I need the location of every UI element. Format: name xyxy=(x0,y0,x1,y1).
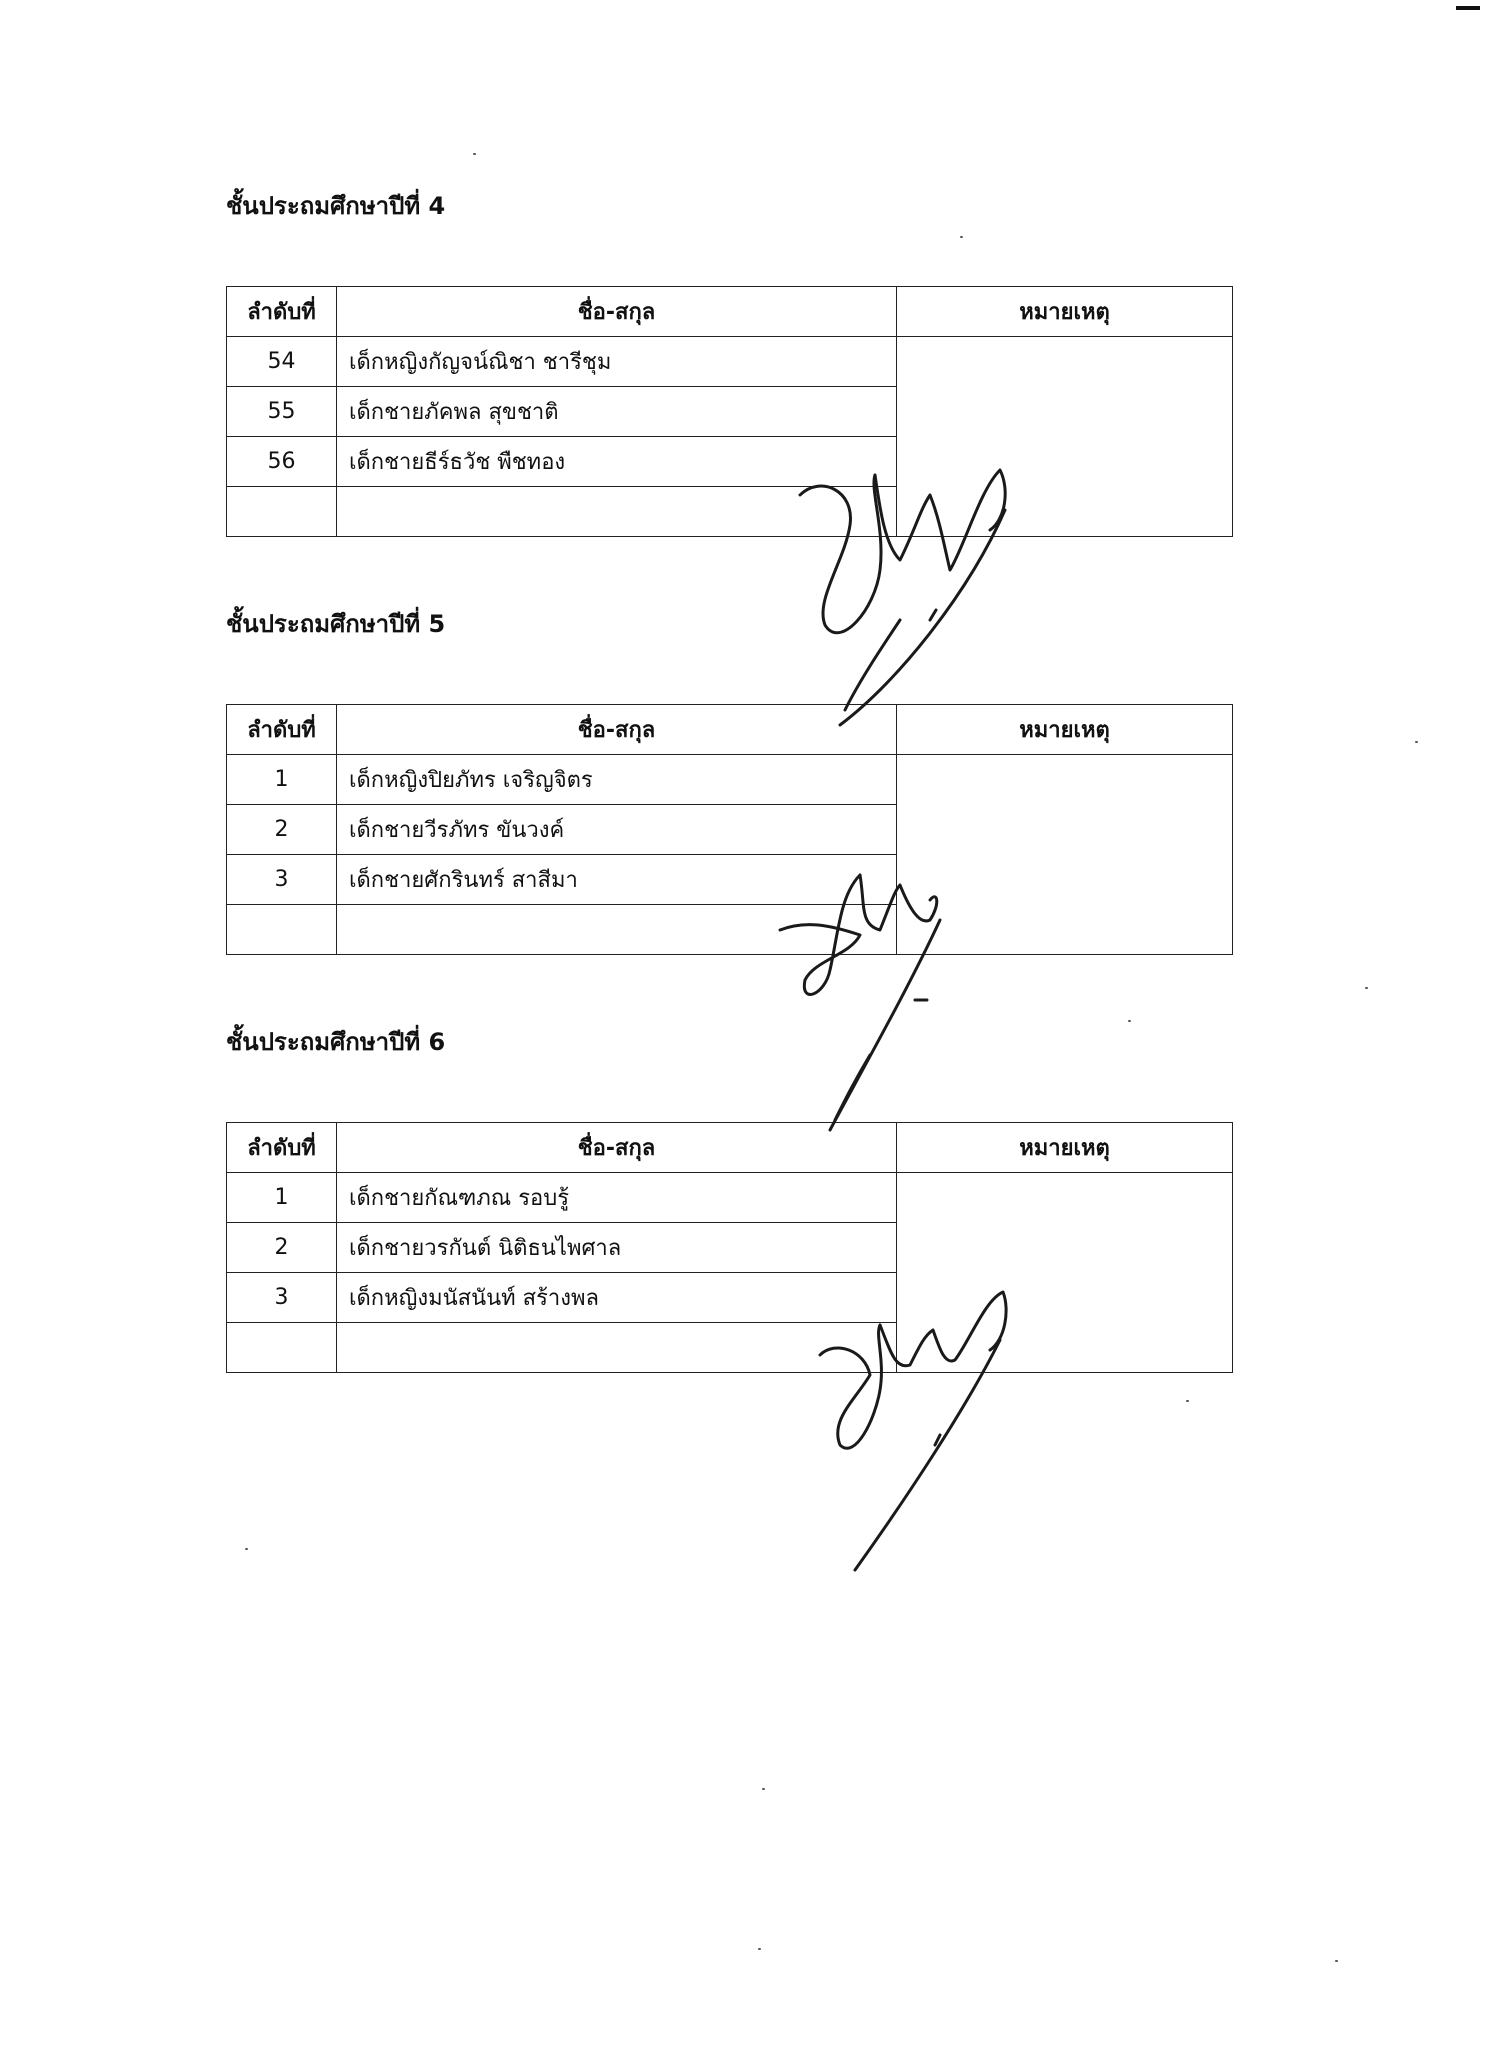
table-header-row xyxy=(227,705,1233,755)
cell-no: 55 xyxy=(227,387,337,437)
column-header-note: หมายเหตุ xyxy=(897,705,1233,755)
cell-name: เด็กชายวรกันต์ นิติธนไพศาล xyxy=(337,1223,897,1273)
scan-speck xyxy=(762,1788,765,1790)
cell-no: 56 xyxy=(227,437,337,487)
cell-no: 54 xyxy=(227,337,337,387)
table-row xyxy=(227,1173,1233,1223)
cell-no xyxy=(227,487,337,537)
cell-name xyxy=(337,1323,897,1373)
cell-no: 2 xyxy=(227,805,337,855)
cell-no xyxy=(227,1323,337,1373)
table-header-row xyxy=(227,1123,1233,1173)
student-table-grade4 xyxy=(226,286,1233,537)
cell-name: เด็กชายศักรินทร์ สาสีมา xyxy=(337,855,897,905)
table-row xyxy=(227,337,1233,387)
section-heading-grade6: ชั้นประถมศึกษาปีที่ 6 xyxy=(226,1028,446,1056)
cell-name: เด็กชายภัคพล สุขชาติ xyxy=(337,387,897,437)
scan-speck xyxy=(1186,1400,1189,1402)
cell-note xyxy=(897,755,1233,955)
scan-speck xyxy=(1335,1960,1338,1962)
cell-name xyxy=(337,905,897,955)
cell-name xyxy=(337,487,897,537)
column-header-no: ลำดับที่ xyxy=(227,287,337,337)
section-heading-grade5: ชั้นประถมศึกษาปีที่ 5 xyxy=(226,610,446,638)
cell-note xyxy=(897,1173,1233,1373)
scan-speck xyxy=(1128,1020,1131,1022)
scan-speck xyxy=(1415,741,1418,743)
cell-name: เด็กหญิงกัญจน์ณิชา ชารีชุม xyxy=(337,337,897,387)
student-table-grade5 xyxy=(226,704,1233,955)
scan-speck xyxy=(1365,987,1368,989)
cell-no: 1 xyxy=(227,1173,337,1223)
column-header-note: หมายเหตุ xyxy=(897,287,1233,337)
cell-note xyxy=(897,337,1233,537)
scan-speck xyxy=(473,153,476,155)
cell-no: 1 xyxy=(227,755,337,805)
cell-name: เด็กหญิงปิยภัทร เจริญจิตร xyxy=(337,755,897,805)
cell-name: เด็กชายธีร์ธวัช พืชทอง xyxy=(337,437,897,487)
cell-no: 3 xyxy=(227,1273,337,1323)
cell-no xyxy=(227,905,337,955)
cell-name: เด็กชายวีรภัทร ขันวงค์ xyxy=(337,805,897,855)
section-heading-grade4: ชั้นประถมศึกษาปีที่ 4 xyxy=(226,192,446,220)
column-header-name: ชื่อ-สกุล xyxy=(337,1123,897,1173)
edge-mark xyxy=(1456,6,1480,10)
student-table-grade6 xyxy=(226,1122,1233,1373)
cell-no: 2 xyxy=(227,1223,337,1273)
scan-speck xyxy=(245,1548,248,1550)
column-header-no: ลำดับที่ xyxy=(227,1123,337,1173)
table-header-row xyxy=(227,287,1233,337)
column-header-note: หมายเหตุ xyxy=(897,1123,1233,1173)
scan-speck xyxy=(960,236,963,238)
cell-no: 3 xyxy=(227,855,337,905)
cell-name: เด็กหญิงมนัสนันท์ สร้างพล xyxy=(337,1273,897,1323)
column-header-no: ลำดับที่ xyxy=(227,705,337,755)
table-row xyxy=(227,755,1233,805)
column-header-name: ชื่อ-สกุล xyxy=(337,287,897,337)
scan-speck xyxy=(758,1948,761,1950)
column-header-name: ชื่อ-สกุล xyxy=(337,705,897,755)
cell-name: เด็กชายกัณฑภณ รอบรู้ xyxy=(337,1173,897,1223)
